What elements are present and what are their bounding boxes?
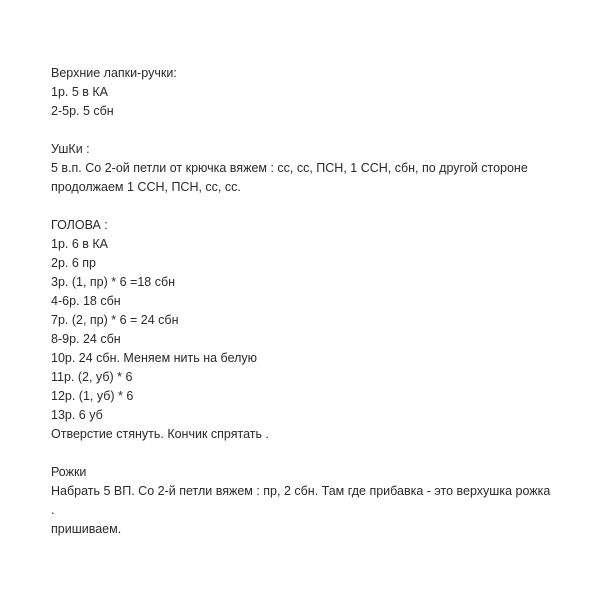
instruction-line: Набрать 5 ВП. Со 2-й петли вяжем : пр, 2 сбн. Там где прибавка - это верхушка рожка . — [51, 484, 551, 517]
section-heading: Верхние лапки-ручки: — [51, 66, 177, 80]
spacer — [51, 121, 551, 140]
instruction-line: 13р. 6 уб — [51, 408, 103, 422]
instruction-line: 3р. (1, пр) * 6 =18 сбн — [51, 275, 176, 289]
instruction-line: 2р. 6 пр — [51, 256, 96, 270]
spacer — [51, 197, 551, 216]
instruction-line: 5 в.п. Со 2-ой петли от крючка вяжем : сс, сс, ПСН, 1 ССН, сбн, по другой стороне продолжаем 1 ССН, ПСН, сс, сс. — [51, 161, 528, 194]
section-heading: ГОЛОВА : — [51, 218, 108, 232]
instruction-line: 8-9р. 24 сбн — [51, 332, 121, 346]
instructions-document — [51, 64, 551, 539]
instruction-line: 2-5р. 5 сбн — [51, 104, 114, 118]
instruction-line: 12р. (1, уб) * 6 — [51, 389, 134, 403]
section-head — [51, 216, 551, 444]
instruction-line: 4-6р. 18 сбн — [51, 294, 121, 308]
section-ears — [51, 140, 551, 197]
instruction-line: Отверстие стянуть. Кончик спрятать . — [51, 427, 269, 441]
section-horns — [51, 463, 551, 539]
section-heading: Рожки — [51, 465, 87, 479]
instruction-line: 1р. 5 в КА — [51, 85, 109, 99]
instruction-line: 10р. 24 сбн. Меняем нить на белую — [51, 351, 258, 365]
instruction-line: пришиваем. — [51, 522, 122, 536]
instruction-line: 1р. 6 в КА — [51, 237, 109, 251]
spacer — [51, 444, 551, 463]
section-paws — [51, 64, 551, 121]
section-heading: УшКи : — [51, 142, 90, 156]
instruction-line: 7р. (2, пр) * 6 = 24 сбн — [51, 313, 179, 327]
instruction-line: 11р. (2, уб) * 6 — [51, 370, 133, 384]
